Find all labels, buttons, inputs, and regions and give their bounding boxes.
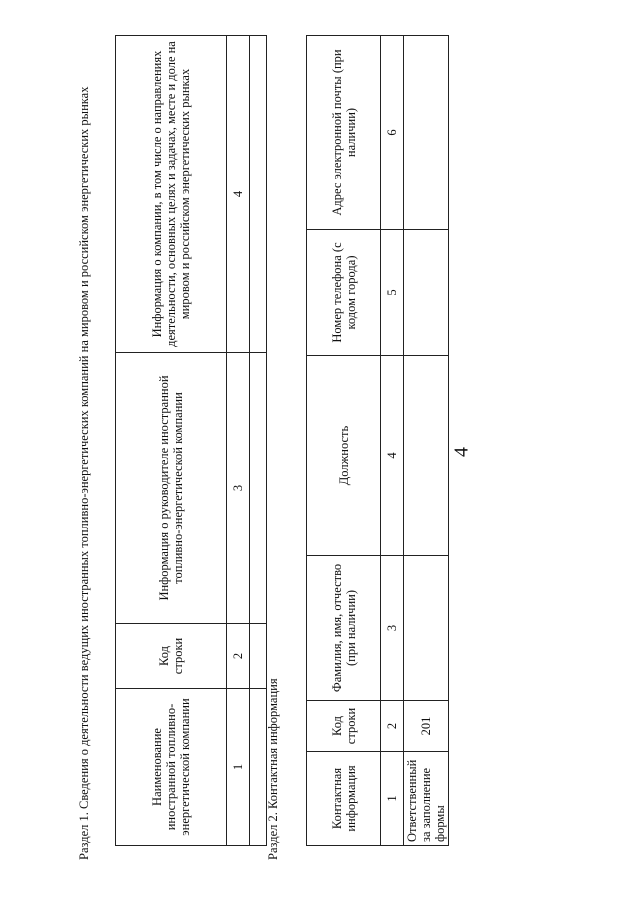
header-full-name: Фамилия, имя, отчество (при наличии) [307, 556, 381, 701]
column-number: 1 [227, 689, 250, 846]
table-header-row [116, 36, 227, 846]
header-row-code: Код строки [307, 701, 381, 752]
row-code: 201 [404, 701, 449, 752]
row-label: Ответственный за заполнение формы [404, 752, 449, 846]
header-company-name: Наименование иностранной топливно-энергетической компании [116, 689, 227, 846]
rotated-page-content [75, 35, 447, 860]
table-header-row [307, 36, 381, 846]
section1-heading: Раздел 1. Сведения о деятельности ведущих иностранных топливно-энергетических компаний на мировом и российском энергетических рынках [77, 86, 91, 860]
table-row [404, 36, 449, 846]
header-phone: Номер телефона (с кодом города) [307, 230, 381, 356]
column-number: 2 [381, 701, 404, 752]
header-row-code: Код строки [116, 624, 227, 689]
full-name-cell[interactable] [404, 556, 449, 701]
header-position: Должность [307, 356, 381, 556]
header-company-info: Информация о компании, в том числе о направлениях деятельности, основных целях и задачах, месте и доле на мировом и российском энергетических рынках [116, 36, 227, 353]
phone-cell[interactable] [404, 230, 449, 356]
header-head-info: Информация о руководителе иностранной топливно-энергетической компании [116, 353, 227, 624]
column-number-row [227, 36, 250, 846]
section2-heading: Раздел 2. Контактная информация [266, 678, 280, 860]
column-number-row [381, 36, 404, 846]
column-number: 1 [381, 752, 404, 846]
column-number: 5 [381, 230, 404, 356]
column-number: 4 [227, 36, 250, 353]
header-email: Адрес электронной почты (при наличии) [307, 36, 381, 230]
column-number: 6 [381, 36, 404, 230]
column-number: 2 [227, 624, 250, 689]
column-number: 3 [227, 353, 250, 624]
page-number: 4 [450, 447, 473, 457]
email-cell[interactable] [404, 36, 449, 230]
column-number: 3 [381, 556, 404, 701]
section1-table [115, 35, 267, 846]
position-cell[interactable] [404, 356, 449, 556]
column-number: 4 [381, 356, 404, 556]
section2-table [306, 35, 449, 846]
header-contact-info: Контактная информация [307, 752, 381, 846]
